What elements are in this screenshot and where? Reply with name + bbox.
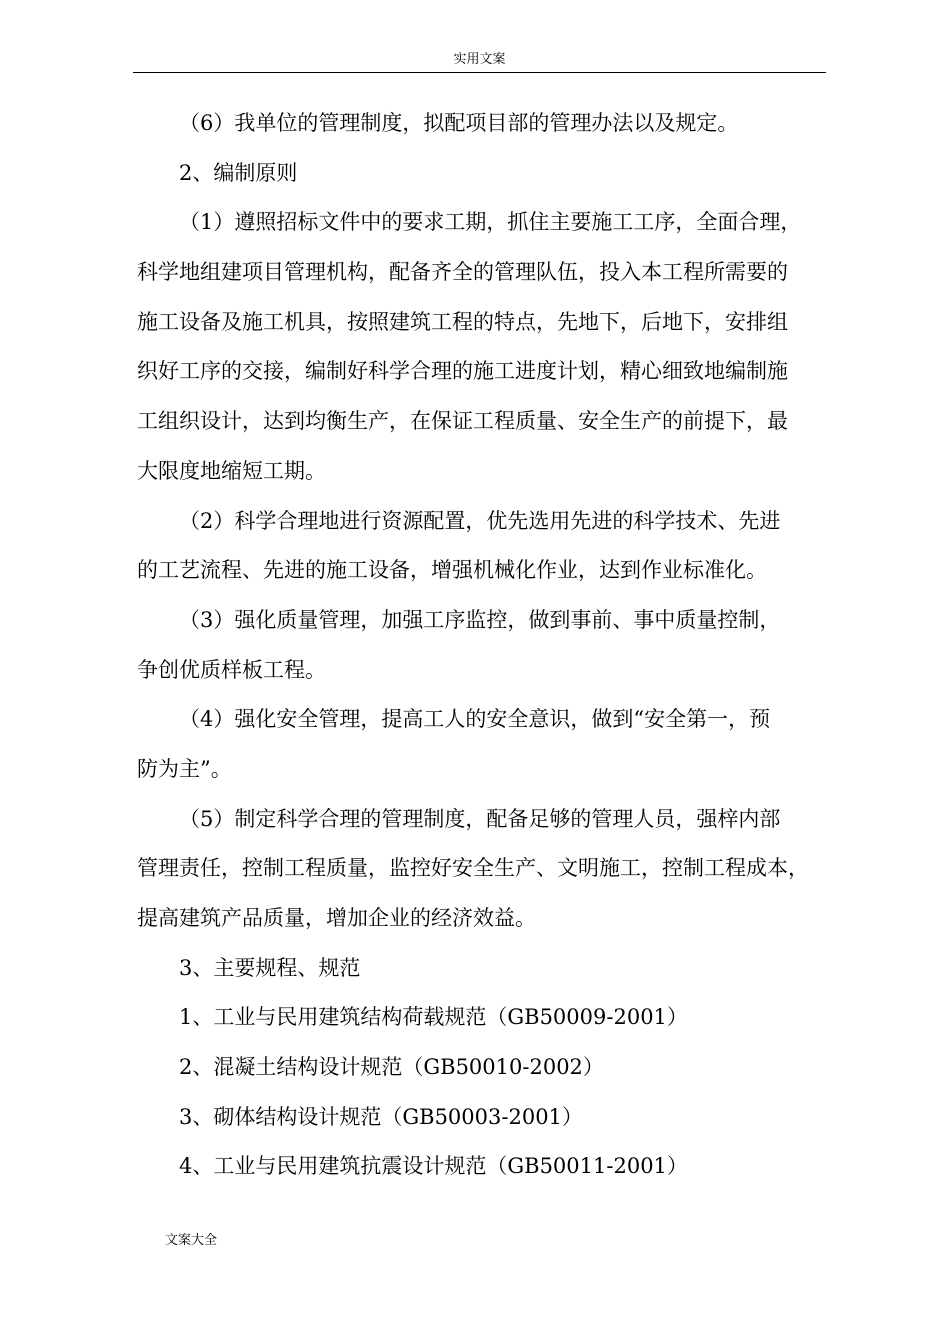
paragraph-line: 提高建筑产品质量，增加企业的经济效益。	[137, 906, 536, 930]
paragraph-line: 工组织设计，达到均衡生产，在保证工程质量、安全生产的前提下，最	[137, 409, 788, 434]
paragraph-line: （4）强化安全管理，提高工人的安全意识，做到“安全第一，预	[179, 707, 771, 732]
section-heading: 3、主要规程、规范	[179, 955, 361, 980]
standard-list-item: 3、砌体结构设计规范（GB50003-2001）	[179, 1104, 583, 1129]
section-heading: 2、编制原则	[179, 160, 298, 185]
paragraph-line: （2）科学合理地进行资源配置，优先选用先进的科学技术、先进	[179, 508, 781, 533]
paragraph-line: （6）我单位的管理制度，拟配项目部的管理办法以及规定。	[179, 111, 739, 135]
standard-list-item: 2、混凝土结构设计规范（GB50010-2002）	[179, 1055, 604, 1080]
paragraph-line: 的工艺流程、先进的施工设备，增强机械化作业，达到作业标准化。	[137, 558, 767, 583]
paragraph-line: 施工设备及施工机具，按照建筑工程的特点，先地下，后地下，安排组	[137, 309, 788, 334]
paragraph-line: 科学地组建项目管理机构，配备齐全的管理队伍，投入本工程所需要的	[137, 260, 788, 285]
paragraph-line: 织好工序的交接，编制好科学合理的施工进度计划，精心细致地编制施	[137, 359, 788, 384]
document-body	[137, 99, 837, 1192]
page-footer: 文案大全	[165, 1233, 218, 1248]
standard-list-item: 1、工业与民用建筑结构荷载规范（GB50009-2001）	[179, 1005, 688, 1030]
paragraph-line: （3）强化质量管理，加强工序监控，做到事前、事中质量控制，	[179, 607, 781, 632]
paragraph-line: （1）遵照招标文件中的要求工期，抓住主要施工工序，全面合理，	[179, 210, 802, 235]
page-header	[133, 50, 826, 73]
standard-list-item: 4、工业与民用建筑抗震设计规范（GB50011-2001）	[179, 1154, 688, 1179]
paragraph-line: 争创优质样板工程。	[137, 657, 326, 682]
paragraph-line: 防为主”。	[137, 756, 232, 781]
paragraph-line: 管理责任，控制工程质量，监控好安全生产、文明施工，控制工程成本，	[137, 856, 809, 881]
header-title: 实用文案	[453, 52, 506, 67]
paragraph-line: 大限度地缩短工期。	[137, 458, 326, 483]
paragraph-line: （5）制定科学合理的管理制度，配备足够的管理人员，强梓内部	[179, 806, 781, 831]
